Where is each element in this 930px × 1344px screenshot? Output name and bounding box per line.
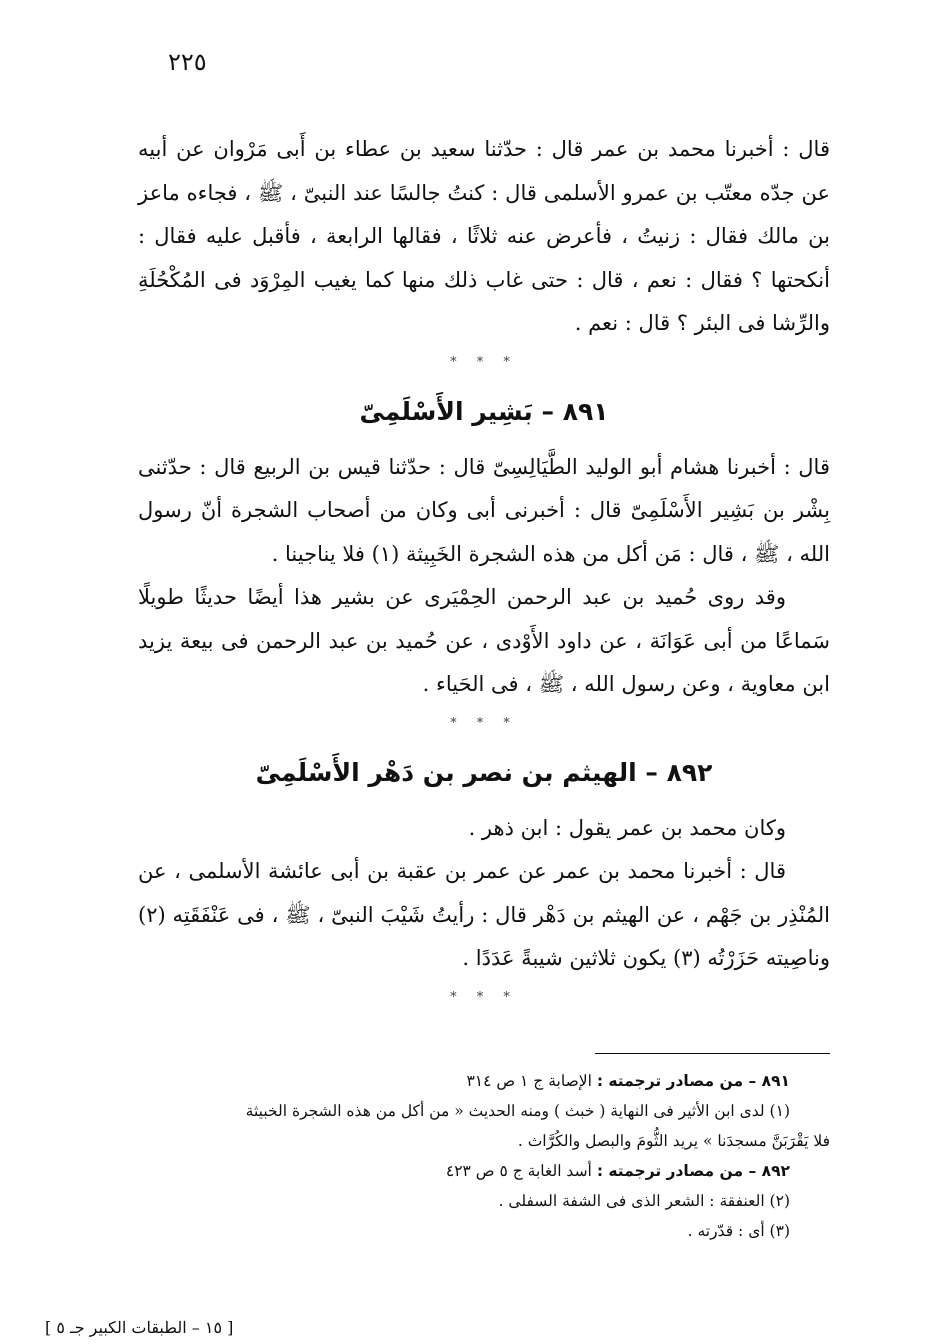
main-text — [138, 128, 830, 1015]
heading-892: ٨٩٢ – الهيثم بن نصر بن دَهْر الأَسْلَمِىّ — [255, 757, 713, 787]
sources-text-892: أسد الغابة ج ٥ ص ٤٢٣ — [445, 1162, 592, 1180]
section-separator: * * * — [450, 715, 518, 731]
footnote-1-line-1: (١) لدى ابن الأثير فى النهاية ( خبث ) ومنه الحديث « من أكل من هذه الشجرة الخبيثة — [245, 1102, 790, 1120]
sources-label-892: ٨٩٢ – من مصادر ترجمته : — [596, 1162, 790, 1180]
paragraph-maiz-hadith: قال : أخبرنا محمد بن عمر قال : حدّثنا سعيد بن عطاء بن أَبى مَرْوان عن أبيه عن جدّه معتّب بن عمرو الأسلمى قال : كنتُ جالسًا عند النبىّ ، ﷺ ، فجاءه ماعز بن مالك فقال : زنيتُ ، فأعرض عنه ثلاثًا ، فقالها الرابعة ، فأقبل عليه فقال : أنكحتها ؟ فقال : نعم ، قال : حتى غاب ذلك منها كما يغيب المِرْوَد فى المُكْحُلَةِ والرِّشا فى البئر ؟ قال : نعم . — [138, 137, 830, 335]
section-separator: * * * — [450, 989, 518, 1005]
footnote-3: (٣) أى : قدّرته . — [687, 1222, 790, 1240]
heading-891: ٨٩١ – بَشِير الأَسْلَمِىّ — [359, 396, 609, 426]
footnotes — [138, 1066, 830, 1246]
sources-text-891: الإصابة ج ١ ص ٣١٤ — [466, 1072, 592, 1090]
page-number: ٢٢٥ — [168, 48, 207, 76]
signature-label: [ ١٥ – الطبقات الكبير جـ ٥ ] — [45, 1318, 234, 1337]
footnote-sources-892 — [138, 1156, 830, 1186]
paragraph-892-name-note: وكان محمد بن عمر يقول : ابن ذهر . — [468, 815, 786, 840]
footnote-2: (٢) العنفقة : الشعر الذى فى الشفة السفلى . — [498, 1192, 790, 1210]
footnote-1-line-2: فلا يَقْرَبَنَّ مسجدَنا » يريد الثُّومَ والبصل والكُرَّاث . — [517, 1132, 830, 1150]
paragraph-891-note: وقد روى حُميد بن عبد الرحمن الحِمْيَرى عن بشير هذا أيضًا حديثًا طويلًا سَماعًا من أبى عَوَانَة ، عن داود الأَوْدى ، عن حُميد بن عبد الرحمن فى بيعة يزيد ابن معاوية ، وعن رسول الله ، ﷺ ، فى الحَياء . — [138, 585, 830, 696]
paragraph-891-hadith: قال : أخبرنا هشام أبو الوليد الطَّيَالِسِىّ قال : حدّثنا قيس بن الربيع قال : حدّثنى بِشْر بن بَشِير الأَسْلَمِىّ قال : أخبرنى أبى وكان من أصحاب الشجرة أنّ رسول الله ، ﷺ ، قال : مَن أكل من هذه الشجرة الخَبِيثة (١) فلا يناجينا . — [138, 454, 830, 566]
section-separator: * * * — [450, 354, 518, 370]
footnote-sources-891 — [138, 1066, 830, 1096]
sources-label-891: ٨٩١ – من مصادر ترجمته : — [596, 1072, 790, 1090]
footnote-separator-line — [595, 1053, 830, 1054]
paragraph-892-hadith: قال : أخبرنا محمد بن عمر عن عمر بن عقبة بن أبى عائشة الأسلمى ، عن المُنْذِر بن جَهْم ، عن الهيثم بن دَهْر قال : رأيتُ شَيْبَ النبىّ ، ﷺ ، فى عَنْفَقَتِه (٢) وناصِيته حَزَرْتُه (٣) يكون ثلاثين شيبةً عَدَدًا . — [138, 859, 830, 970]
